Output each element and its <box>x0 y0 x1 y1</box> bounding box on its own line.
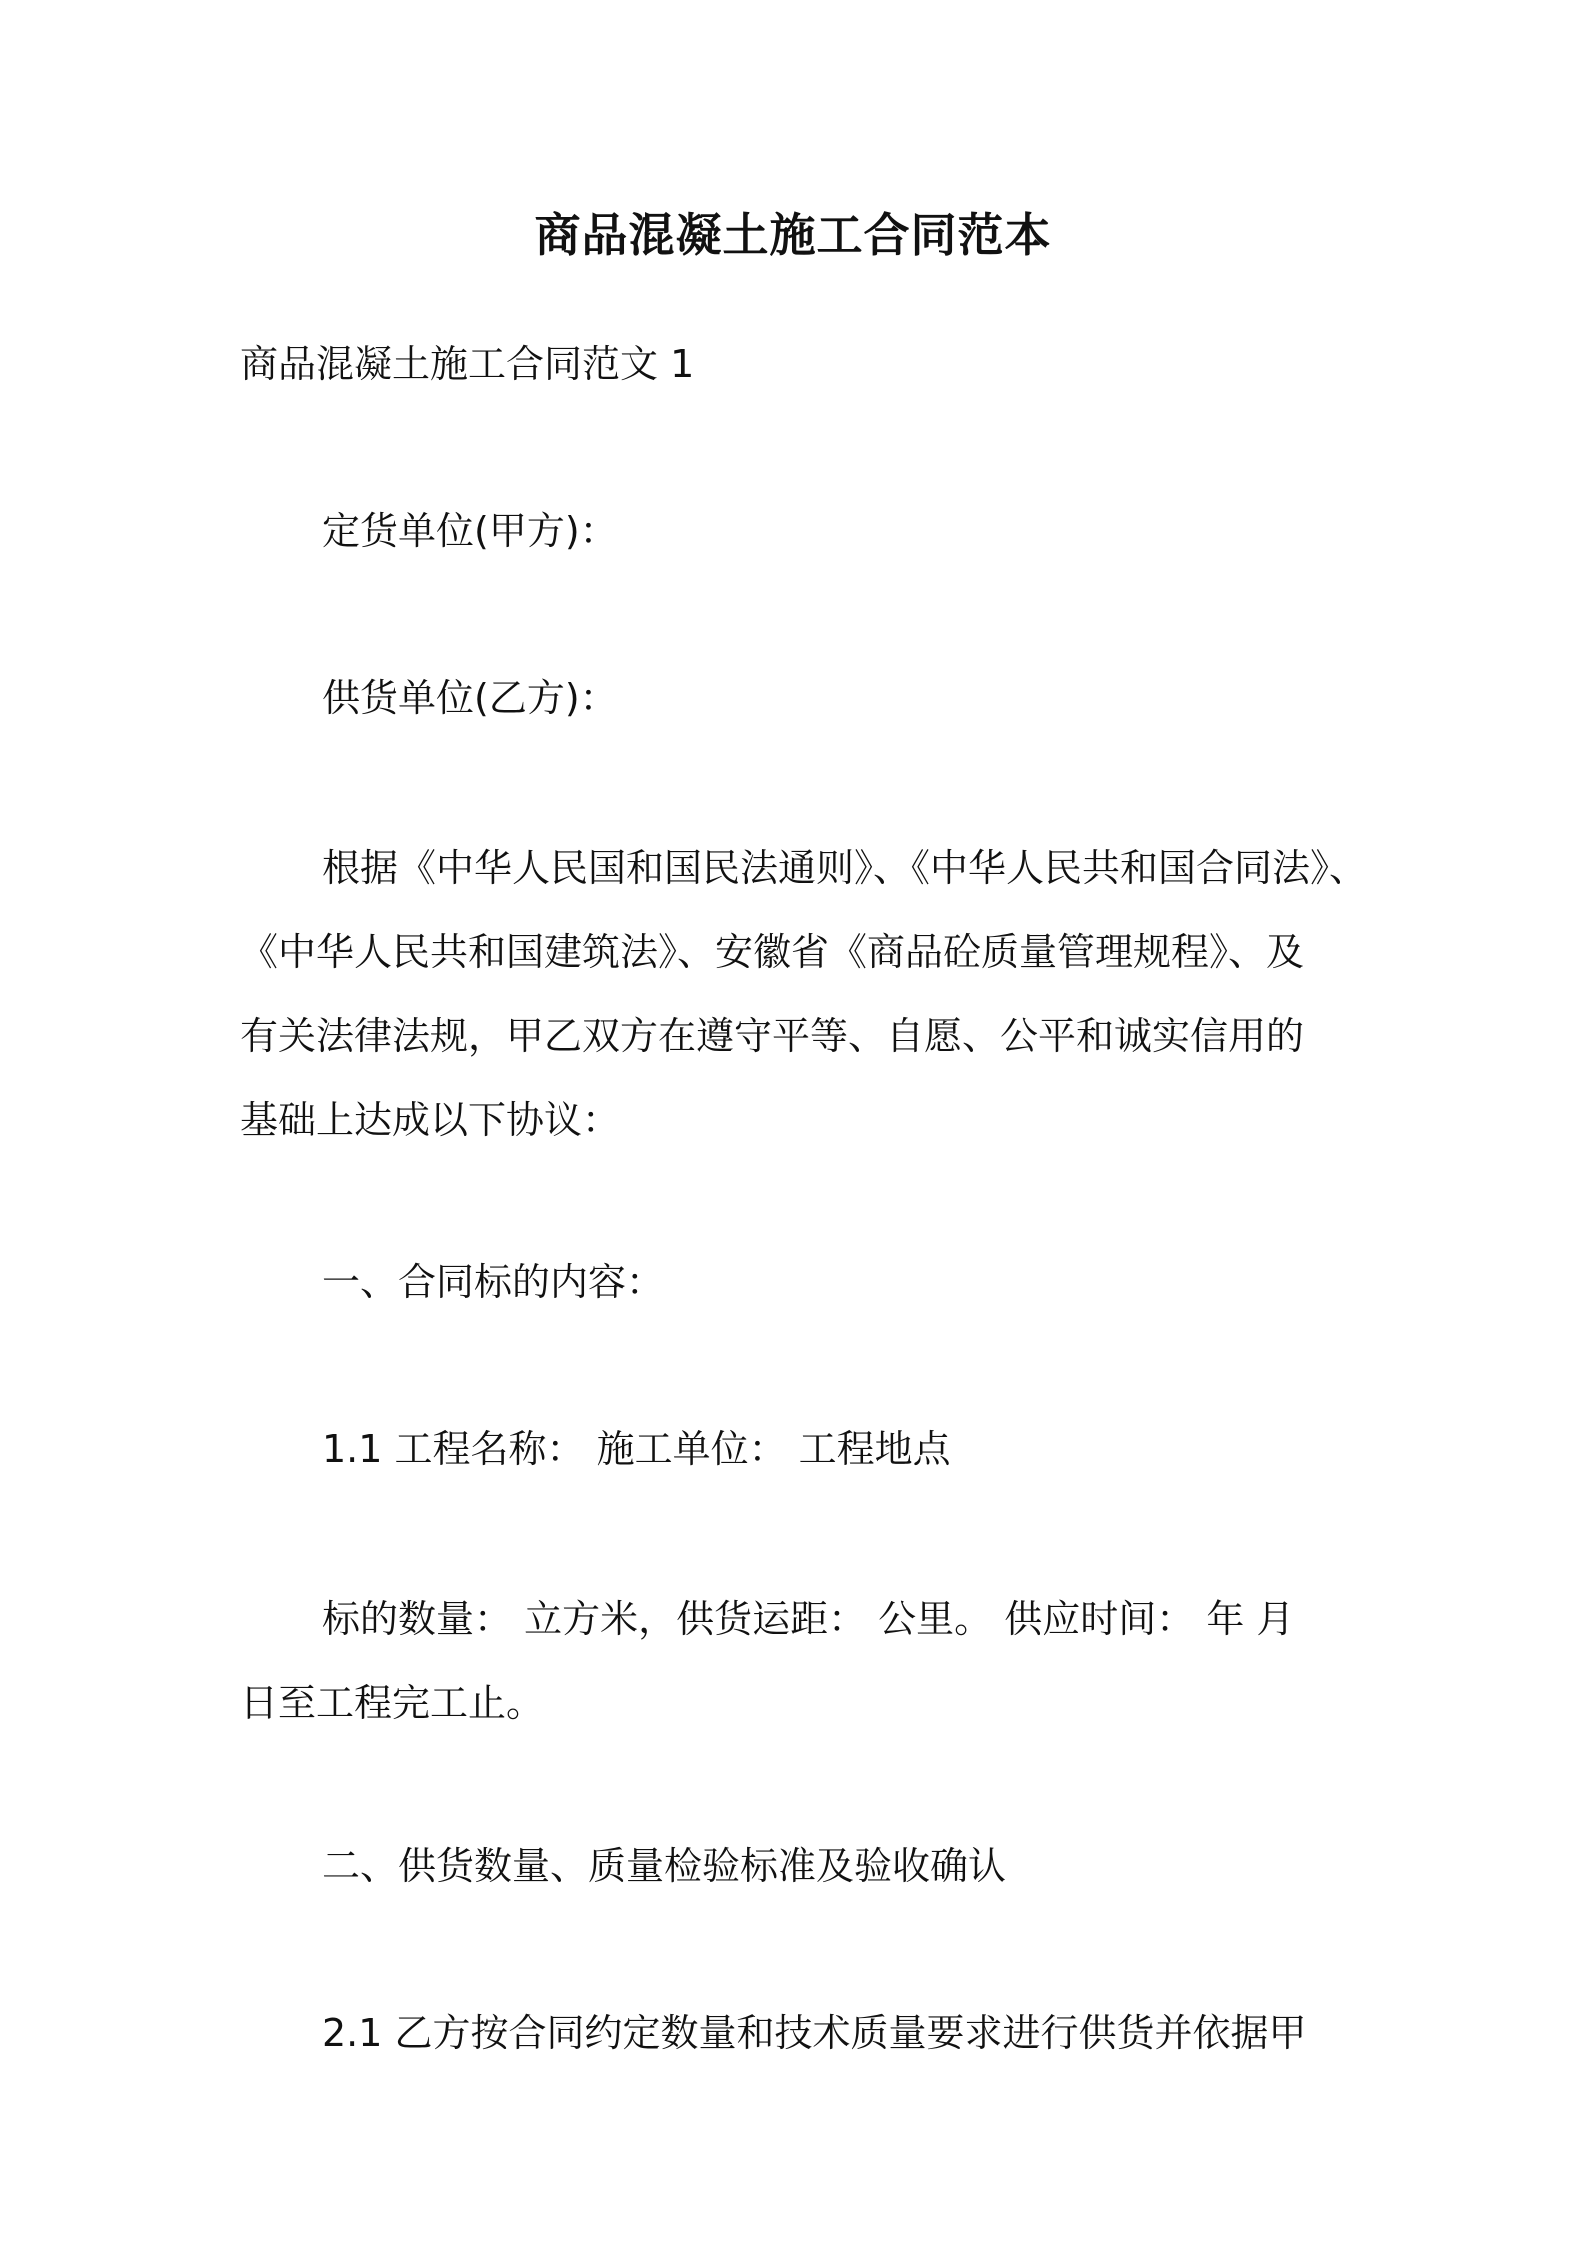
quantity-paragraph <box>240 1577 1370 1745</box>
intro-line-4: 基础上达成以下协议： <box>240 1098 621 1142</box>
quantity-line-2: 日至工程完工止。 <box>240 1681 545 1725</box>
quantity-line-1: 标的数量： 立方米，供货运距： 公里。 供应时间： 年 月 <box>322 1597 1295 1641</box>
section-1-heading: 一、合同标的内容： <box>322 1260 665 1304</box>
item-2-1: 2.1 乙方按合同约定数量和技术质量要求进行供货并依据甲 <box>322 2011 1307 2055</box>
party-b-line: 供货单位(乙方)： <box>322 676 618 720</box>
item-1-1: 1.1 工程名称： 施工单位： 工程地点 <box>322 1427 951 1471</box>
section-2-heading: 二、供货数量、质量检验标准及验收确认 <box>322 1844 1007 1888</box>
intro-line-3: 有关法律法规，甲乙双方在遵守平等、自愿、公平和诚实信用的 <box>240 1014 1305 1058</box>
intro-line-1: 根据《中华人民国和国民法通则》、《中华人民共和国合同法》、 <box>322 846 1368 890</box>
intro-paragraph <box>240 826 1370 1162</box>
document-subtitle: 商品混凝土施工合同范文 1 <box>240 342 695 386</box>
intro-line-2: 《中华人民共和国建筑法》、安徽省《商品砼质量管理规程》、及 <box>240 930 1305 974</box>
party-a-line: 定货单位(甲方)： <box>322 509 618 553</box>
document-title: 商品混凝土施工合同范本 <box>534 208 1052 262</box>
